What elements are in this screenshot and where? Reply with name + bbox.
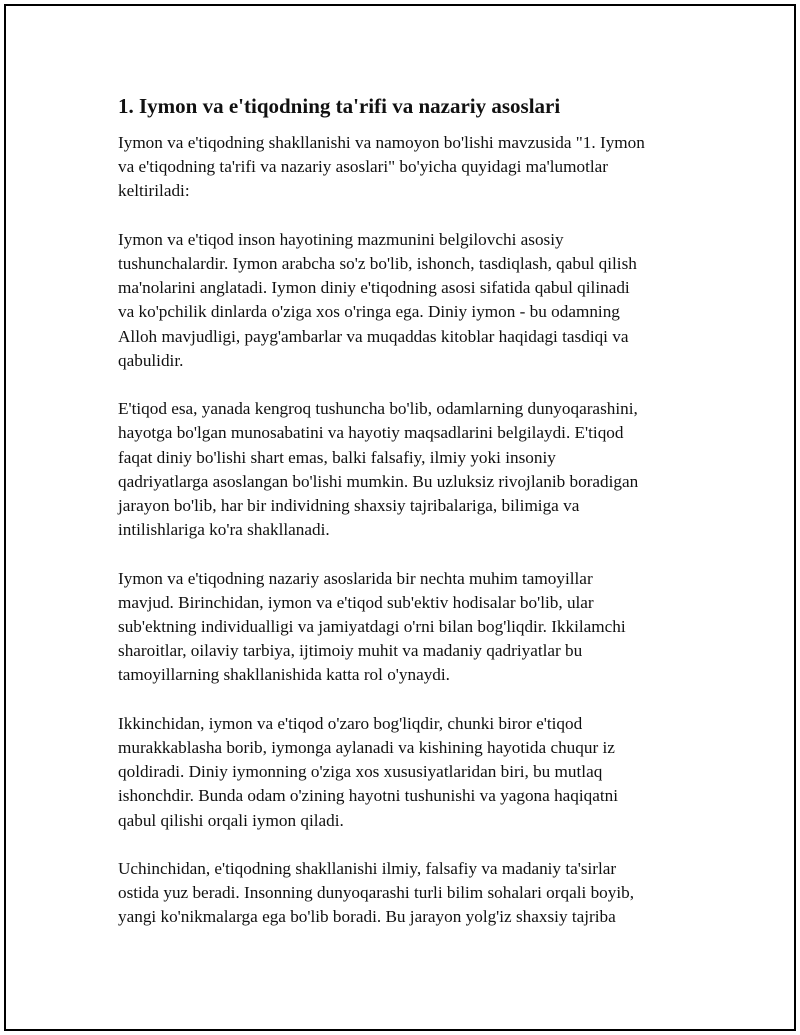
text-line: Iymon va e'tiqodning shakllanishi va namoyon bo'lishi mavzusida "1. Iymon [118, 133, 645, 152]
text-line: qabulidir. [118, 350, 184, 370]
text-line: ishonchdir. Bunda odam o'zining hayotni tushunishi va yagona haqiqatni [118, 786, 619, 806]
text-line: keltiriladi: [118, 181, 190, 201]
section-title: 1. Iymon va e'tiqodning ta'rifi va nazariy asoslari [118, 94, 561, 118]
text-line: Iymon va e'tiqod inson hayotining mazmunini belgilovchi asosiy [118, 229, 564, 249]
text-line: mavjud. Birinchidan, iymon va e'tiqod sub'ektiv hodisalar bo'lib, ular [118, 592, 594, 612]
text-line: va e'tiqodning ta'rifi va nazariy asoslari" bo'yicha quyidagi ma'lumotlar [118, 157, 609, 177]
text-line: Iymon va e'tiqodning nazariy asoslarida bir nechta muhim tamoyillar [118, 568, 593, 588]
text-line: jarayon bo'lib, har bir individning shaxsiy tajribalariga, bilimiga va [118, 496, 580, 516]
document-body [118, 92, 700, 954]
text-line: intilishlariga ko'ra shakllanadi. [118, 520, 330, 540]
text-line: sharoitlar, oilaviy tarbiya, ijtimoiy muhit va madaniy qadriyatlar bu [118, 641, 583, 661]
text-line: tamoyillarning shakllanishida katta rol o'ynaydi. [118, 665, 450, 685]
text-line: ma'nolarini anglatadi. Iymon diniy e'tiqodning asosi sifatida qabul qilinadi [118, 278, 630, 298]
text-line: murakkablasha borib, iymonga aylanadi va kishining hayotida chuqur iz [118, 738, 615, 758]
text-line: faqat diniy bo'lishi shart emas, balki falsafiy, ilmiy yoki insoniy [118, 447, 556, 467]
text-line: sub'ektning individualligi va jamiyatdagi o'rni bilan bog'liqdir. Ikkilamchi [118, 617, 626, 637]
text-line: hayotga bo'lgan munosabatini va hayotiy maqsadlarini belgilaydi. E'tiqod [118, 423, 624, 443]
text-line: Alloh mavjudligi, payg'ambarlar va muqaddas kitoblar haqidagi tasdiqi va [118, 326, 629, 346]
text-line: yangi ko'nikmalarga ega bo'lib boradi. Bu jarayon yolg'iz shaxsiy tajriba [118, 907, 616, 927]
paragraph-principles [118, 567, 700, 688]
text-line: ostida yuz beradi. Insonning dunyoqarashi turli bilim sohalari orqali boyib, [118, 883, 635, 903]
paragraph-intro [118, 131, 700, 204]
text-line: va ko'pchilik dinlarda o'ziga xos o'ringa ega. Diniy iymon - bu odamning [118, 302, 620, 322]
text-line: qabul qilishi orqali iymon qiladi. [118, 810, 344, 830]
text-line: Ikkinchidan, iymon va e'tiqod o'zaro bog'liqdir, chunki biror e'tiqod [118, 713, 583, 733]
paragraph-etiqod-definition [118, 397, 700, 542]
text-line: qadriyatlarga asoslangan bo'lishi mumkin. Bu uzluksiz rivojlanib boradigan [118, 471, 639, 491]
text-line: E'tiqod esa, yanada kengroq tushuncha bo'lib, odamlarning dunyoqarashini, [118, 399, 638, 419]
paragraph-third-principle [118, 857, 700, 930]
text-line: tushunchalardir. Iymon arabcha so'z bo'lib, ishonch, tasdiqlash, qabul qilish [118, 254, 637, 273]
paragraph-second-principle [118, 712, 700, 833]
text-line: Uchinchidan, e'tiqodning shakllanishi ilmiy, falsafiy va madaniy ta'sirlar [118, 859, 617, 879]
paragraph-iymon-definition [118, 228, 700, 373]
text-line: qoldiradi. Diniy iymonning o'ziga xos xususiyatlaridan biri, bu mutlaq [118, 762, 603, 782]
